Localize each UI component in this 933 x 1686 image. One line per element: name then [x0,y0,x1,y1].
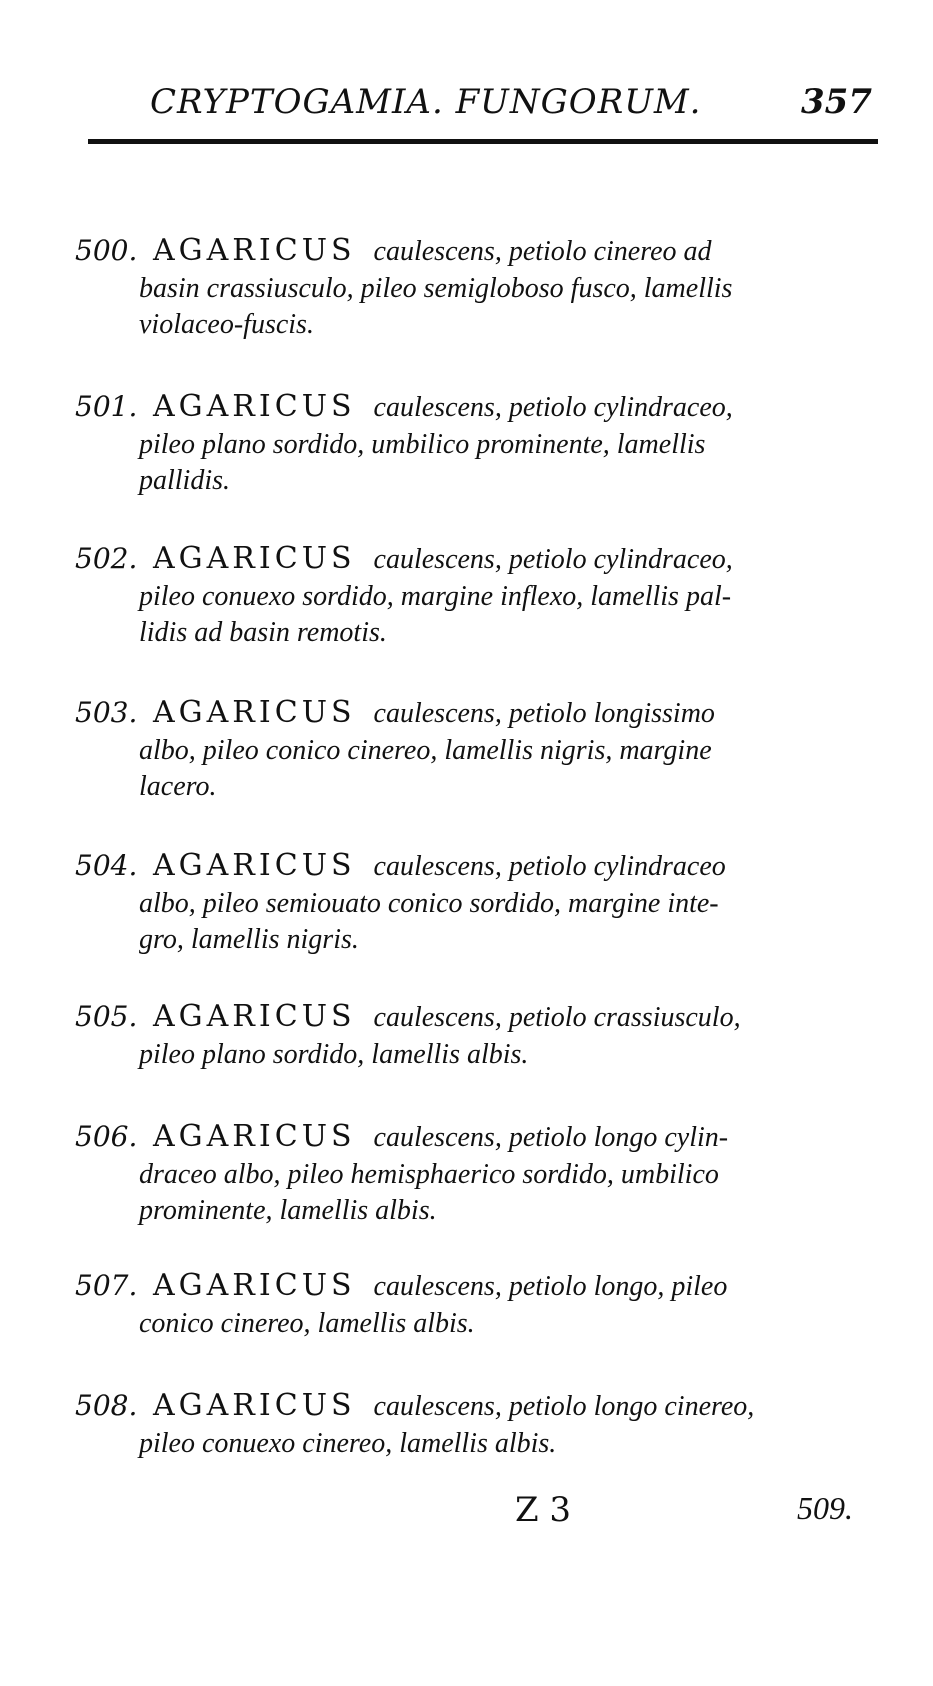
species-entry [75,232,858,343]
entry-description-lead: caulescens, petiolo cylindraceo [373,851,726,882]
entry-description-lead: caulescens, petiolo longo cinereo, [373,1391,755,1422]
entry-description: pileo conuexo cinereo, lamellis albis. [139,1428,557,1459]
entry-number: 500. [75,234,138,267]
entry-genus: AGARICUS [153,695,356,730]
entry-genus: AGARICUS [153,389,356,424]
entry-genus: AGARICUS [153,233,356,268]
signature-mark: Z 3 [515,1490,572,1530]
entry-genus: AGARICUS [153,1119,356,1154]
entry-description: pileo plano sordido, lamellis albis. [139,1039,529,1070]
entry-description: pileo conuexo sordido, margine inflexo, lamellis pal- lidis ad basin remotis. [139,581,732,648]
entry-genus: AGARICUS [153,1388,356,1423]
species-entry [75,1387,858,1462]
entry-genus: AGARICUS [153,848,356,883]
entry-description: albo, pileo conico cinereo, lamellis nigris, margine lacero. [139,735,712,802]
species-entry [75,847,858,958]
entry-description: albo, pileo semiouato conico sordido, margine inte- gro, lamellis nigris. [139,888,719,955]
species-entry [75,694,858,805]
entry-number: 508. [75,1389,138,1422]
species-entry [75,998,858,1073]
entry-description-lead: caulescens, petiolo cylindraceo, [373,392,733,423]
entry-number: 507. [75,1269,138,1302]
entry-number: 502. [75,542,138,575]
entry-description-lead: caulescens, petiolo longo, pileo [373,1271,728,1302]
entry-number: 506. [75,1120,138,1153]
entry-description-lead: caulescens, petiolo longo cylin- [373,1122,729,1153]
entry-description-lead: caulescens, petiolo cinereo ad [373,236,712,267]
entry-genus: AGARICUS [153,999,356,1034]
entry-description: basin crassiusculo, pileo semigloboso fusco, lamellis violaceo-fuscis. [139,273,733,340]
entry-description-lead: caulescens, petiolo cylindraceo, [373,544,733,575]
entry-description: pileo plano sordido, umbilico prominente, lamellis pallidis. [139,429,706,496]
entry-number: 501. [75,390,138,423]
species-entry [75,1118,858,1229]
page-header [88,82,878,152]
entry-number: 505. [75,1000,138,1033]
header-rule [88,139,878,144]
entry-genus: AGARICUS [153,541,356,576]
species-entry [75,540,858,651]
entry-number: 503. [75,696,138,729]
entry-description-lead: caulescens, petiolo crassiusculo, [373,1002,741,1033]
entry-number: 504. [75,849,138,882]
entry-description: draceo albo, pileo hemisphaerico sordido, umbilico prominente, lamellis albis. [139,1159,719,1226]
entry-description: conico cinereo, lamellis albis. [139,1308,475,1339]
page-number: 357 [801,82,872,122]
entry-description-lead: caulescens, petiolo longissimo [373,698,715,729]
catchword: 509. [797,1490,853,1526]
species-entry [75,1267,858,1342]
species-entry [75,388,858,499]
entry-genus: AGARICUS [153,1268,356,1303]
running-title: CRYPTOGAMIA. FUNGORUM. [150,82,702,122]
